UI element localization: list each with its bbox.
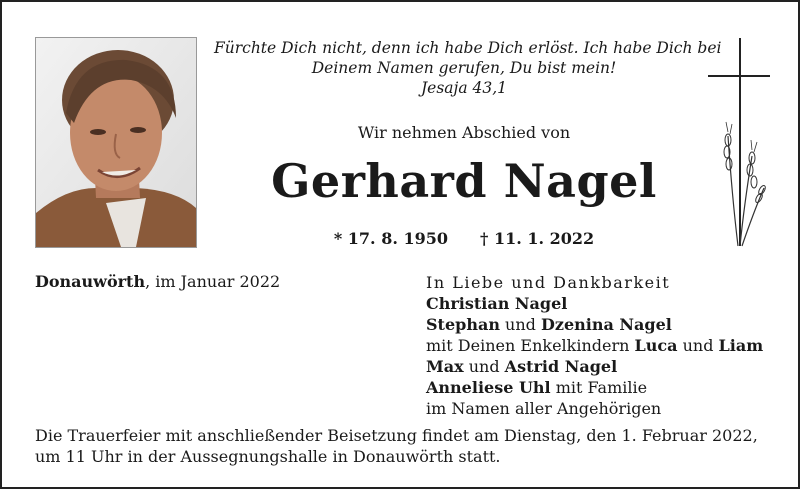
funeral-line-2: um 11 Uhr in der Aussegnungshalle in Donauwörth statt. [35, 447, 501, 466]
verse-line-2: Deinem Namen gerufen, Du bist mein! [311, 59, 617, 77]
mourner-line-3: mit Deinen Enkelkindern Luca und Liam [426, 336, 764, 355]
place-and-date [35, 272, 280, 291]
mourner-line-1 [426, 293, 763, 314]
mourner-name: Stephan [426, 315, 500, 334]
bible-verse [214, 38, 722, 98]
place-name: Donauwörth [35, 272, 146, 291]
grandchild-name: Luca [634, 336, 678, 355]
mourner-name: Christian Nagel [426, 294, 568, 313]
farewell-intro: Wir nehmen Abschied von [357, 123, 571, 142]
mourner-line-2: Stephan und Dzenina Nagel [426, 315, 672, 334]
mourner-name: Dzenina Nagel [540, 315, 672, 334]
notice-date: , im Januar 2022 [145, 272, 281, 291]
verse-reference: Jesaja 43,1 [420, 79, 508, 97]
death-date: † 11. 1. 2022 [480, 229, 595, 248]
grandchild-name: Liam [718, 336, 764, 355]
funeral-info [35, 425, 775, 467]
mourner-line-5: Anneliese Uhl mit Familie [426, 378, 648, 397]
mourner-name: Anneliese Uhl [426, 378, 551, 397]
mourners-heading: In Liebe und Dankbarkeit [426, 273, 671, 292]
mourner-line-6: im Namen aller Angehörigen [426, 399, 662, 418]
birth-date: * 17. 8. 1950 [333, 229, 448, 248]
verse-line-1: Fürchte Dich nicht, denn ich habe Dich erlöst. Ich habe Dich bei [214, 39, 722, 57]
mourner-name: Max [426, 357, 464, 376]
deceased-name: Gerhard Nagel [271, 154, 657, 208]
funeral-line-1: Die Trauerfeier mit anschließender Beisetzung findet am Dienstag, den 1. Februar 2022, [35, 426, 758, 445]
cross-with-wheat-icon [702, 36, 774, 250]
mourner-name: Astrid Nagel [504, 357, 618, 376]
mourner-line-4: Max und Astrid Nagel [426, 357, 618, 376]
life-dates [214, 229, 714, 248]
mourners-list [426, 272, 763, 419]
portrait-photo [35, 37, 197, 248]
